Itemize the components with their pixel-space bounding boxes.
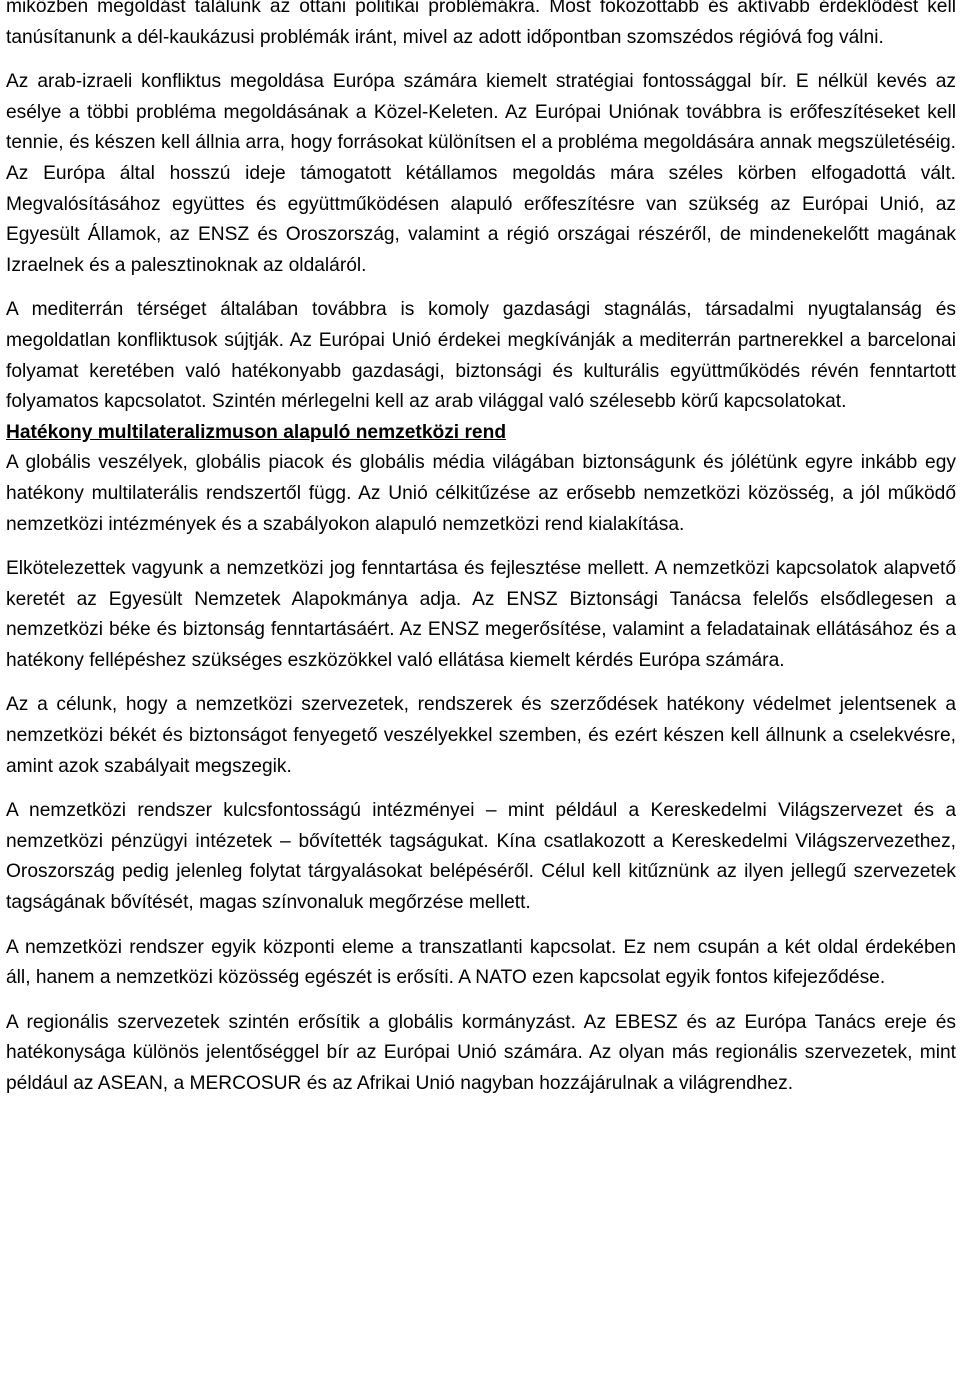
paragraph-global-threats: A globális veszélyek, globális piacok és globális média világában biztonságunk és jólétünk egyre inkább egy hatékony multilaterális rendszertől függ. Az Unió célkitűzése az erősebb nemzetközi közösség, a jól működő nemzetközi intézmények és a szabályokon alapuló nemzetközi rend kialakítása. <box>6 452 956 535</box>
paragraph-arab-israeli-conflict: Az arab-izraeli konfliktus megoldása Európa számára kiemelt stratégiai fontossággal bír. E nélkül kevés az esélye a többi probléma megoldásának a Közel-Keleten. Az Európai Uniónak továbbra is erőfeszítéseket kell tennie, és készen kell állnia arra, hogy forrásokat különítsen el a probléma megoldására annak megszületéséig. Az Európa által hosszú ideje támogatott kétállamos megoldás mára széles körben elfogadottá vált. Megvalósításához együttes és együttműködésen alapuló erőfeszítésre van szükség az Európai Unió, az Egyesült Államok, az ENSZ és Oroszország, valamint a régió országai részéről, de mindenekelőtt magának Izraelnek és a palesztinoknak az oldaláról. <box>6 71 956 276</box>
section-heading: Hatékony multilateralizmuson alapuló nemzetközi rend <box>6 421 507 443</box>
paragraph-key-institutions: A nemzetközi rendszer kulcsfontosságú intézményei – mint például a Kereskedelmi Világszervezet és a nemzetközi pénzügyi intézetek – bővítették tagságukat. Kína csatlakozott a Kereskedelmi Világszervezethez, Oroszország pedig jelenleg folytat tárgyalásokat belépéséről. Célul kell kitűznünk az ilyen jellegű szervezetek tagságának bővítését, magas színvonaluk megőrzése mellett. <box>6 800 956 914</box>
paragraph-regional-organizations: A regionális szervezetek szintén erősítik a globális kormányzást. Az EBESZ és az Európa Tanács ereje és hatékonysága különös jelentőséggel bír az Európai Unió számára. Az olyan más regionális szervezetek, mint például az ASEAN, a MERCOSUR és az Afrikai Unió nagyban hozzájárulnak a világrendhez. <box>6 1011 956 1094</box>
paragraph-international-law: Elkötelezettek vagyunk a nemzetközi jog fenntartása és fejlesztése mellett. A nemzetközi kapcsolatok alapvető keretét az Egyesült Nemzetek Alapokmánya adja. Az ENSZ Biztonsági Tanácsa felelős elsődlegesen a nemzetközi béke és biztonság fenntartásáért. Az ENSZ megerősítése, valamint a feladatainak ellátásához és a hatékony fellépéshez szükséges eszközökkel való ellátása kiemelt kérdés Európa számára. <box>6 558 956 671</box>
document-page <box>6 0 956 1100</box>
paragraph-international-organizations: Az a célunk, hogy a nemzetközi szervezetek, rendszerek és szerződések hatékony védelmet jelentsenek a nemzetközi békét és biztonságot fenyegető veszélyekkel szemben, és ezért készen kell állnunk a cselekvésre, amint azok szabályait megszegik. <box>6 694 956 777</box>
paragraph-mediterranean: A mediterrán térséget általában továbbra is komoly gazdasági stagnálás, társadalmi nyugtalanság és megoldatlan konfliktusok sújtják. Az Európai Unió érdekei megkívánják a mediterrán partnerekkel a barcelonai folyamat keretében való hatékonyabb gazdasági, biztonsági és kulturális együttműködés révén fenntartott folyamatos kapcsolatot. Szintén mérlegelni kell az arab világgal való szélesebb körű kapcsolatokat. <box>6 299 956 413</box>
paragraph-south-caucasus: miközben megoldást találunk az ottani politikai problémákra. Most fokozottabb és aktívabb érdeklődést kell tanúsítanunk a dél-kaukázusi problémák iránt, mivel az adott időpontban szomszédos régióvá fog válni. <box>6 0 956 48</box>
paragraph-transatlantic: A nemzetközi rendszer egyik központi eleme a transzatlanti kapcsolat. Ez nem csupán a két oldal érdekében áll, hanem a nemzetközi közösség egészét is erősíti. A NATO ezen kapcsolat egyik fontos kifejeződése. <box>6 936 956 989</box>
